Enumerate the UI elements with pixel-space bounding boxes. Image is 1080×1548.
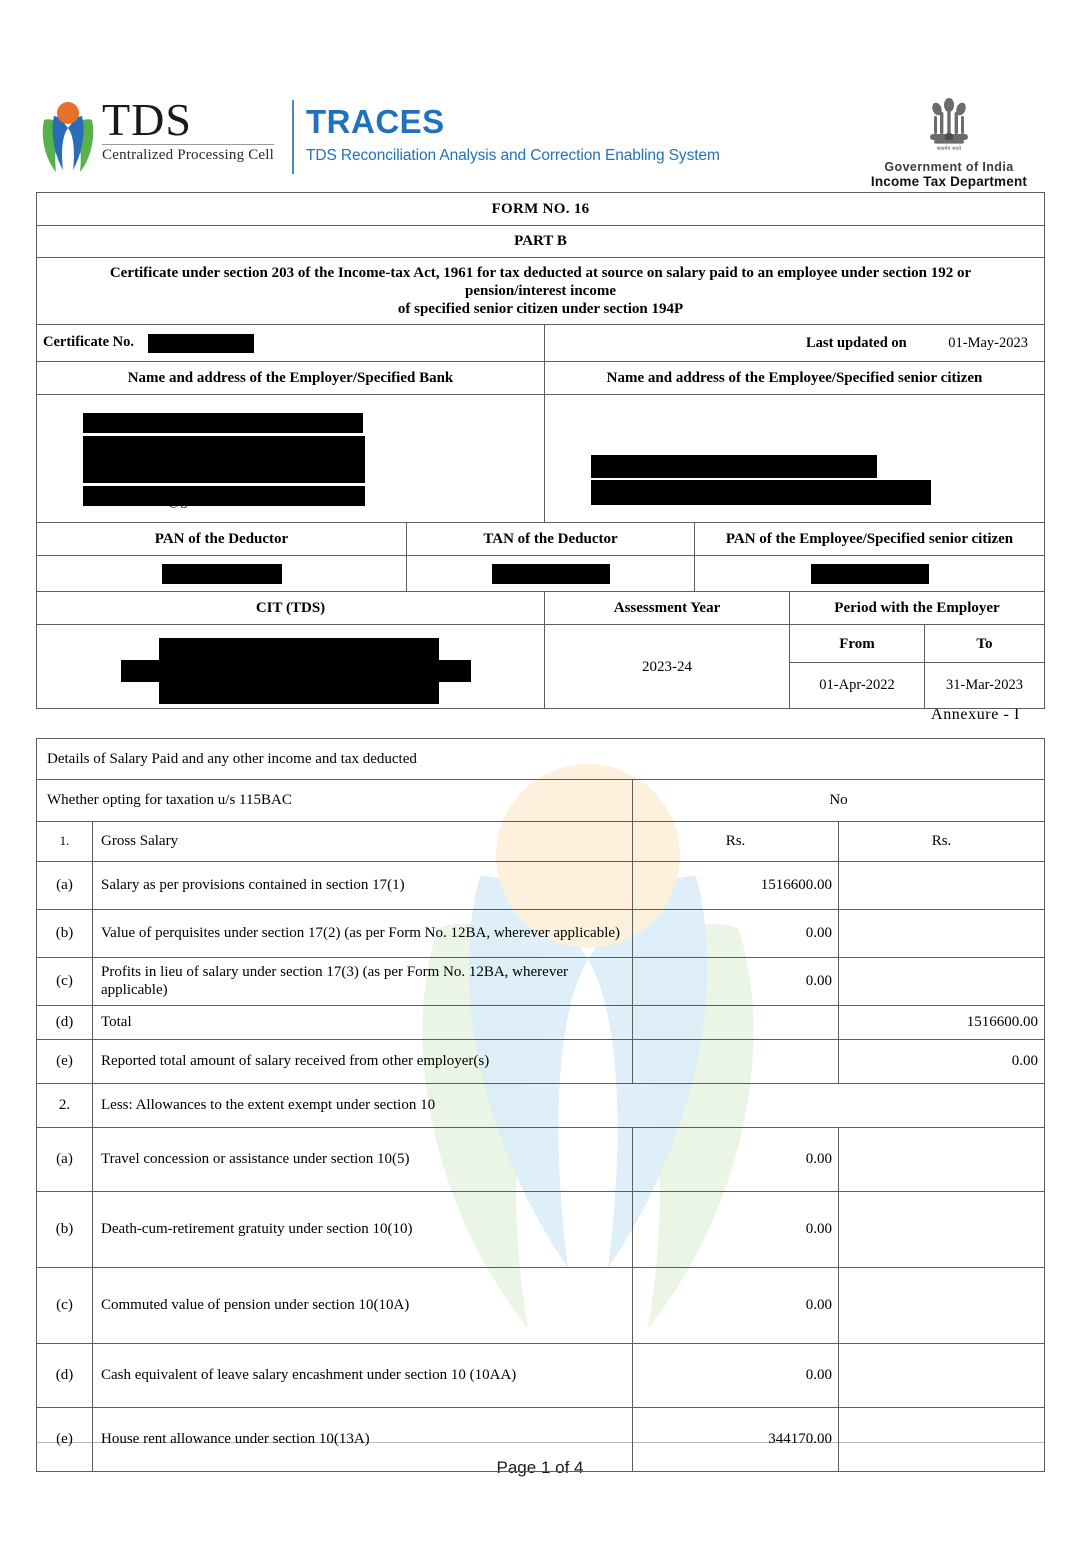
table-row: [37, 257, 1045, 325]
table-row: [37, 325, 1045, 361]
opt-115bac-value: No: [633, 780, 1045, 821]
row-value-col1: 0.00: [633, 1267, 839, 1343]
pan-employee-redaction: [811, 564, 929, 584]
table-row: [37, 780, 1045, 821]
row-value-col1: [633, 1039, 839, 1083]
employee-address-cell: [545, 394, 1045, 522]
certificate-no-redaction: [148, 334, 254, 353]
table-row: [37, 909, 1045, 957]
employer-address-cell: [37, 394, 545, 522]
table-row: [37, 1267, 1045, 1343]
row-label: Death-cum-retirement gratuity under section 10(10): [93, 1191, 633, 1267]
table-row: [37, 1191, 1045, 1267]
row-label: Value of perquisites under section 17(2) (as per Form No. 12BA, wherever applicable): [93, 909, 633, 957]
table-row: [37, 592, 1045, 625]
cit-redaction-line1: [159, 638, 439, 660]
row-label: Salary as per provisions contained in section 17(1): [93, 861, 633, 909]
page-number: Page 1 of 4: [496, 1458, 584, 1477]
certificate-description-line1: Certificate under section 203 of the Income-tax Act, 1961 for tax deducted at source on salary paid to an employee under section 192 or pension/interest income: [109, 264, 972, 299]
row-index: (d): [37, 1005, 93, 1039]
tds-logo: [40, 94, 275, 176]
period-from-header: From: [790, 625, 925, 663]
rs-header-col2: Rs.: [839, 821, 1045, 861]
row-value-col2: 1516600.00: [839, 1005, 1045, 1039]
part-title: PART B: [37, 226, 1045, 257]
government-of-india-label: Government of India: [884, 160, 1014, 174]
employee-redaction-line1: [591, 455, 877, 478]
last-updated-cell: [545, 325, 1045, 361]
row-index: (a): [37, 861, 93, 909]
rs-header-col1: Rs.: [633, 821, 839, 861]
salary-details-block: [36, 738, 1044, 1472]
row-index: (a): [37, 1127, 93, 1191]
table-row: [37, 1127, 1045, 1191]
certificate-description: [37, 257, 1045, 325]
table-row: [37, 226, 1045, 257]
row-index: (c): [37, 957, 93, 1005]
table-row: [37, 556, 1045, 592]
row-value-col2: [839, 909, 1045, 957]
cit-redaction-line3: [159, 682, 439, 704]
row-value-col2: [839, 861, 1045, 909]
row-value-col1: 0.00: [633, 1127, 839, 1191]
row-value-col2: [839, 957, 1045, 1005]
period-from-value: 01-Apr-2022: [790, 663, 925, 709]
row-index: (c): [37, 1267, 93, 1343]
row-label: Travel concession or assistance under section 10(5): [93, 1127, 633, 1191]
certificate-description-line2: of specified senior citizen under section 194P: [397, 301, 684, 318]
tan-deductor-redaction: [492, 564, 610, 584]
row-value-col1: [633, 1005, 839, 1039]
cit-header: CIT (TDS): [37, 592, 545, 625]
header-divider: [292, 100, 294, 174]
table-row: [37, 394, 1045, 522]
pan-deductor-header: PAN of the Deductor: [37, 522, 407, 555]
row-value-col2: [839, 1191, 1045, 1267]
cit-redaction-line2: [121, 660, 471, 682]
row-value-col1: 0.00: [633, 1191, 839, 1267]
row-value-col1: 344170.00: [633, 1407, 839, 1471]
table-row: [37, 957, 1045, 1005]
tan-deductor-cell: [407, 556, 695, 592]
table-row: [37, 1039, 1045, 1083]
form-title: FORM NO. 16: [37, 193, 1045, 226]
row-value-col1: 0.00: [633, 1343, 839, 1407]
gross-salary-label: Gross Salary: [93, 821, 633, 861]
row-value-col2: [839, 1267, 1045, 1343]
employee-header: Name and address of the Employee/Specified senior citizen: [545, 361, 1045, 394]
national-emblem-icon: [917, 96, 981, 158]
table-row: [37, 1343, 1045, 1407]
row-value-col1: 0.00: [633, 957, 839, 1005]
row-value-col1: 0.00: [633, 909, 839, 957]
table-row: [37, 1005, 1045, 1039]
table-row: [37, 522, 1045, 555]
period-to-header: To: [925, 625, 1045, 663]
pan-deductor-cell: [37, 556, 407, 592]
government-branding: [854, 96, 1044, 189]
employee-redaction-line2: [591, 480, 931, 505]
row-index: (e): [37, 1039, 93, 1083]
tds-wordmark: TDS: [102, 94, 192, 145]
employer-email: itsneotechie@gmail.com: [103, 493, 239, 509]
assessment-year-header: Assessment Year: [545, 592, 790, 625]
table-row: [37, 1083, 1045, 1127]
certificate-no-label: Certificate No.: [43, 334, 134, 351]
pan-deductor-redaction: [162, 564, 282, 584]
table-row: [37, 361, 1045, 394]
employer-header: Name and address of the Employer/Specified Bank: [37, 361, 545, 394]
traces-title: TRACES: [306, 103, 445, 140]
salary-details-table: [36, 738, 1045, 1472]
row-index: (d): [37, 1343, 93, 1407]
salary-section-title: Details of Salary Paid and any other income and tax deducted: [37, 739, 1045, 780]
table-row: [37, 1407, 1045, 1471]
traces-branding: [306, 104, 720, 165]
table-row: [37, 193, 1045, 226]
certificate-no-cell: [37, 325, 545, 361]
row-value-col2: 0.00: [839, 1039, 1045, 1083]
last-updated-value: 01-May-2023: [948, 334, 1028, 351]
gross-salary-index: 1.: [37, 821, 93, 861]
income-tax-department-label: Income Tax Department: [870, 174, 1028, 189]
row-label: Reported total amount of salary received from other employer(s): [93, 1039, 633, 1083]
svg-text:सत्यमेव जयते: सत्यमेव जयते: [936, 146, 962, 152]
tan-deductor-header: TAN of the Deductor: [407, 522, 695, 555]
section2-index: 2.: [37, 1083, 93, 1127]
traces-subtitle: TDS Reconciliation Analysis and Correction Enabling System: [306, 147, 720, 164]
row-index: (b): [37, 909, 93, 957]
row-label: House rent allowance under section 10(13A): [93, 1407, 633, 1471]
row-value-col2: [839, 1343, 1045, 1407]
opt-115bac-label: Whether opting for taxation u/s 115BAC: [37, 780, 633, 821]
row-value-col2: [839, 1127, 1045, 1191]
employer-redaction-line1: [83, 413, 363, 433]
section2-label: Less: Allowances to the extent exempt under section 10: [93, 1083, 1045, 1127]
row-value-col1: 1516600.00: [633, 861, 839, 909]
period-header: Period with the Employer: [790, 592, 1045, 625]
pan-employee-cell: [695, 556, 1045, 592]
last-updated-label: Last updated on: [806, 334, 907, 351]
pan-employee-header: PAN of the Employee/Specified senior citizen: [695, 522, 1045, 555]
certificate-info-block: [36, 192, 1044, 709]
row-index: (b): [37, 1191, 93, 1267]
table-row: [37, 739, 1045, 780]
page-header: [0, 0, 1080, 190]
table-row: [37, 625, 1045, 663]
row-label: Profits in lieu of salary under section 17(3) (as per Form No. 12BA, wherever applicable): [93, 957, 633, 1005]
row-value-col2: [839, 1407, 1045, 1471]
row-label: Total: [93, 1005, 633, 1039]
cit-value-cell: [37, 625, 545, 709]
table-row: [37, 821, 1045, 861]
row-label: Commuted value of pension under section 10(10A): [93, 1267, 633, 1343]
certificate-info-table: [36, 192, 1045, 709]
tds-lotus-icon: [40, 98, 96, 176]
assessment-year-value: 2023-24: [545, 625, 790, 709]
tds-logo-subtitle: Centralized Processing Cell: [102, 147, 275, 163]
row-label: Cash equivalent of leave salary encashment under section 10 (10AA): [93, 1343, 633, 1407]
employer-redaction-line2: [83, 436, 365, 483]
annexure-label: Annexure - I: [931, 706, 1020, 723]
row-index: (e): [37, 1407, 93, 1471]
period-to-value: 31-Mar-2023: [925, 663, 1045, 709]
table-row: [37, 861, 1045, 909]
